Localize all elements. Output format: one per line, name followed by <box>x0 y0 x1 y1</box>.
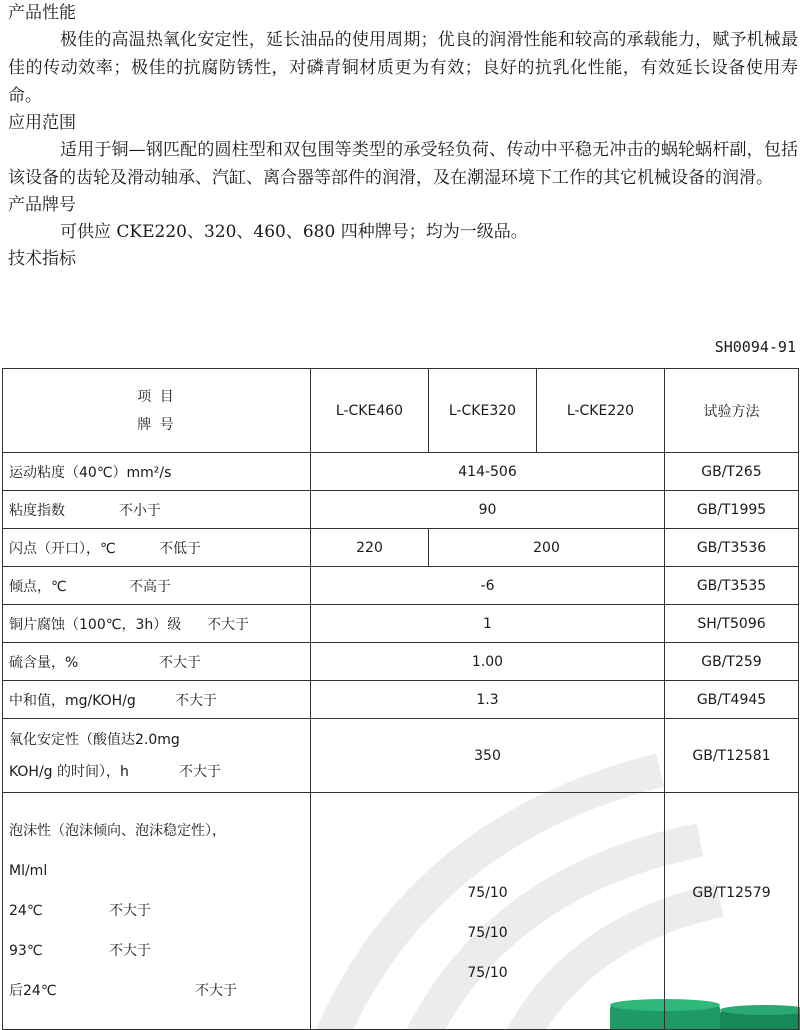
row-method: GB/T12581 <box>665 719 799 793</box>
row-method: GB/T259 <box>665 643 799 681</box>
row-method: GB/T3535 <box>665 567 799 605</box>
grades-text: 可供应 CKE220、320、460、680 四种牌号；均为一级品。 <box>60 222 528 242</box>
performance-text: 极佳的高温热氧化安定性，延长油品的使用周期；优良的润滑性能和较高的承载能力，赋予机械最佳的传动效率；极佳的抗腐防锈性，对磷青铜材质更为有效；良好的抗乳化性能，有效延长设备使用寿命。 <box>8 30 798 106</box>
foam-value: 75/10 <box>467 925 508 941</box>
row-value: 350 <box>311 719 665 793</box>
header-grade: 牌 号 <box>137 416 176 433</box>
row-label: 倾点，℃ 不高于 <box>3 567 311 605</box>
specs-heading: 技术指标 <box>8 249 76 269</box>
grades-heading: 产品牌号 <box>8 195 76 215</box>
row-label: 运动粘度（40℃）mm²/s <box>3 453 311 491</box>
row-label: 闪点（开口），℃ 不低于 <box>3 529 311 567</box>
row-value: -6 <box>311 567 665 605</box>
table-row <box>3 453 799 491</box>
row-method: GB/T1995 <box>665 491 799 529</box>
table-row <box>3 529 799 567</box>
row-label: 中和值，mg/KOH/g 不大于 <box>3 681 311 719</box>
foam-method: GB/T12579 <box>665 793 799 1030</box>
table-row <box>3 719 799 793</box>
table-row <box>3 567 799 605</box>
table-row-foam <box>3 793 799 1030</box>
row-value-other: 200 <box>429 529 665 567</box>
foam-value: 75/10 <box>467 965 508 981</box>
row-method: GB/T4945 <box>665 681 799 719</box>
row-value-460: 220 <box>311 529 429 567</box>
application-heading: 应用范围 <box>8 113 76 133</box>
intro-text <box>8 0 798 272</box>
row-method: GB/T3536 <box>665 529 799 567</box>
row-label: 铜片腐蚀（100℃，3h）级 不大于 <box>3 605 311 643</box>
header-col-320: L-CKE320 <box>429 369 537 453</box>
application-text: 适用于铜—钢匹配的圆柱型和双包围等类型的承受轻负荷、传动中平稳无冲击的蜗轮蜗杆副，包括该设备的齿轮及滑动轴承、汽缸、离合器等部件的润滑，及在潮湿环境下工作的其它机械设备的润滑。 <box>8 140 798 188</box>
foam-value: 75/10 <box>467 885 508 901</box>
standard-number: SH0094-91 <box>714 338 796 356</box>
foam-label: 泡沫性（泡沫倾向、泡沫稳定性）， Ml/ml 24℃ 不大于 93℃ 不大于 后24℃ 不大于 <box>3 793 311 1030</box>
foam-values <box>311 793 665 1030</box>
table-header-row <box>3 369 799 453</box>
row-value: 90 <box>311 491 665 529</box>
row-label: 粘度指数 不小于 <box>3 491 311 529</box>
header-item-grade <box>3 369 311 453</box>
row-value: 1 <box>311 605 665 643</box>
performance-heading: 产品性能 <box>8 3 76 23</box>
header-col-220: L-CKE220 <box>537 369 665 453</box>
table-row <box>3 491 799 529</box>
row-value: 414-506 <box>311 453 665 491</box>
table-row <box>3 605 799 643</box>
spec-table <box>2 368 799 1030</box>
row-label: 硫含量，% 不大于 <box>3 643 311 681</box>
header-col-460: L-CKE460 <box>311 369 429 453</box>
table-row <box>3 643 799 681</box>
header-method: 试验方法 <box>665 369 799 453</box>
row-value: 1.00 <box>311 643 665 681</box>
row-method: SH/T5096 <box>665 605 799 643</box>
row-label: 氧化安定性（酸值达2.0mg KOH/g 的时间），h 不大于 <box>3 719 311 793</box>
header-item: 项 目 <box>137 388 176 405</box>
table-row <box>3 681 799 719</box>
row-value: 1.3 <box>311 681 665 719</box>
row-method: GB/T265 <box>665 453 799 491</box>
